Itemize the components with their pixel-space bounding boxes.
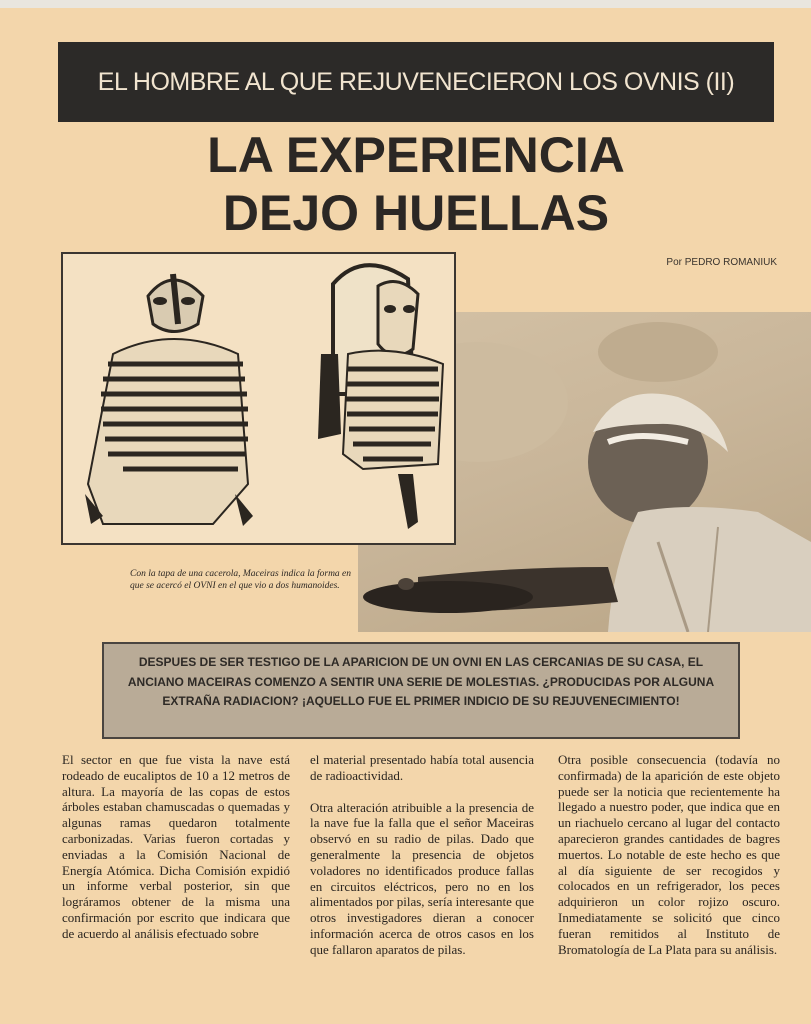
humanoids-illustration	[61, 252, 456, 545]
column-3-text: Otra posible consecuencia (todavía no confirmada) de la aparición de este objeto puede ser la noticia que recientemente ha llegado a nuestro poder, que indica que en un riachuelo cercano al lugar del contacto aparecieron grandes cantidades de bagres muertos. Lo notable de este hecho es que al día siguiente de ser recogidos y colocados en un refrigerador, los peces adquirieron un color rojizo oscuro. Inmediatamente se solicitó que cinco fueran remitidos al Instituto de Bromatología de La Plata para su análisis.	[558, 752, 780, 957]
deck-summary: DESPUES DE SER TESTIGO DE LA APARICION DE UN OVNI EN LAS CERCANIAS DE SU CASA, EL ANCIANO MACEIRAS COMENZO A SENTIR UNA SERIE DE MOLESTIAS. ¿PRODUCIDAS POR ALGUNA EXTRAÑA RADIACION? ¡AQUELLO FUE EL PRIMER INDICIO DE SU REJUVENECIMIENTO!	[102, 642, 740, 739]
humanoid-figure-2	[318, 265, 443, 529]
body-column-3	[558, 752, 780, 957]
column-2-paragraph-1: el material presentado había total ausencia de radioactividad.	[310, 752, 534, 783]
body-column-1	[62, 752, 290, 942]
humanoids-drawing	[63, 254, 454, 543]
page-top-edge	[0, 0, 811, 8]
headline-line-1: LA EXPERIENCIA	[207, 127, 625, 183]
photo-caption: Con la tapa de una cacerola, Maceiras indica la forma en que se acercó el OVNI en el que vio a dos humanoides.	[130, 569, 352, 591]
byline: Por PEDRO ROMANIUK	[666, 257, 777, 268]
headline-line-2: DEJO HUELLAS	[222, 185, 610, 241]
humanoid-figure-1	[85, 274, 253, 526]
series-kicker	[58, 42, 774, 122]
column-1-text: El sector en que fue vista la nave está rodeado de eucaliptos de 10 a 12 metros de altura. La mayoría de las copas de estos árboles estaban chamuscadas o quemadas y algunas ramas quedaron totalmente carbonizadas. Varias fueron cortadas y enviadas a la Comisión Nacional de Energía Atómica. Dicha Comisión expidió un informe verbal posterior, sin que lográramos obtener de la misma una confirmación por escrito que indicara que de acuerdo al análisis efectuado sobre	[62, 752, 290, 941]
body-column-2	[310, 752, 534, 958]
column-2-paragraph-2: Otra alteración atribuible a la presencia de la nave fue la falla que el señor Maceiras observó en su radio de pilas. Dado que generalmente la presencia de objetos voladores no identificados produce fallas en circuitos eléctricos, pero no en los alimentados por pilas, sería interesante que otros investigadores dieran a conocer información acerca de otros casos en los que fallaron aparatos de pilas.	[310, 799, 534, 957]
kicker-text: EL HOMBRE AL QUE REJUVENECIERON LOS OVNIS (II)	[97, 67, 735, 96]
